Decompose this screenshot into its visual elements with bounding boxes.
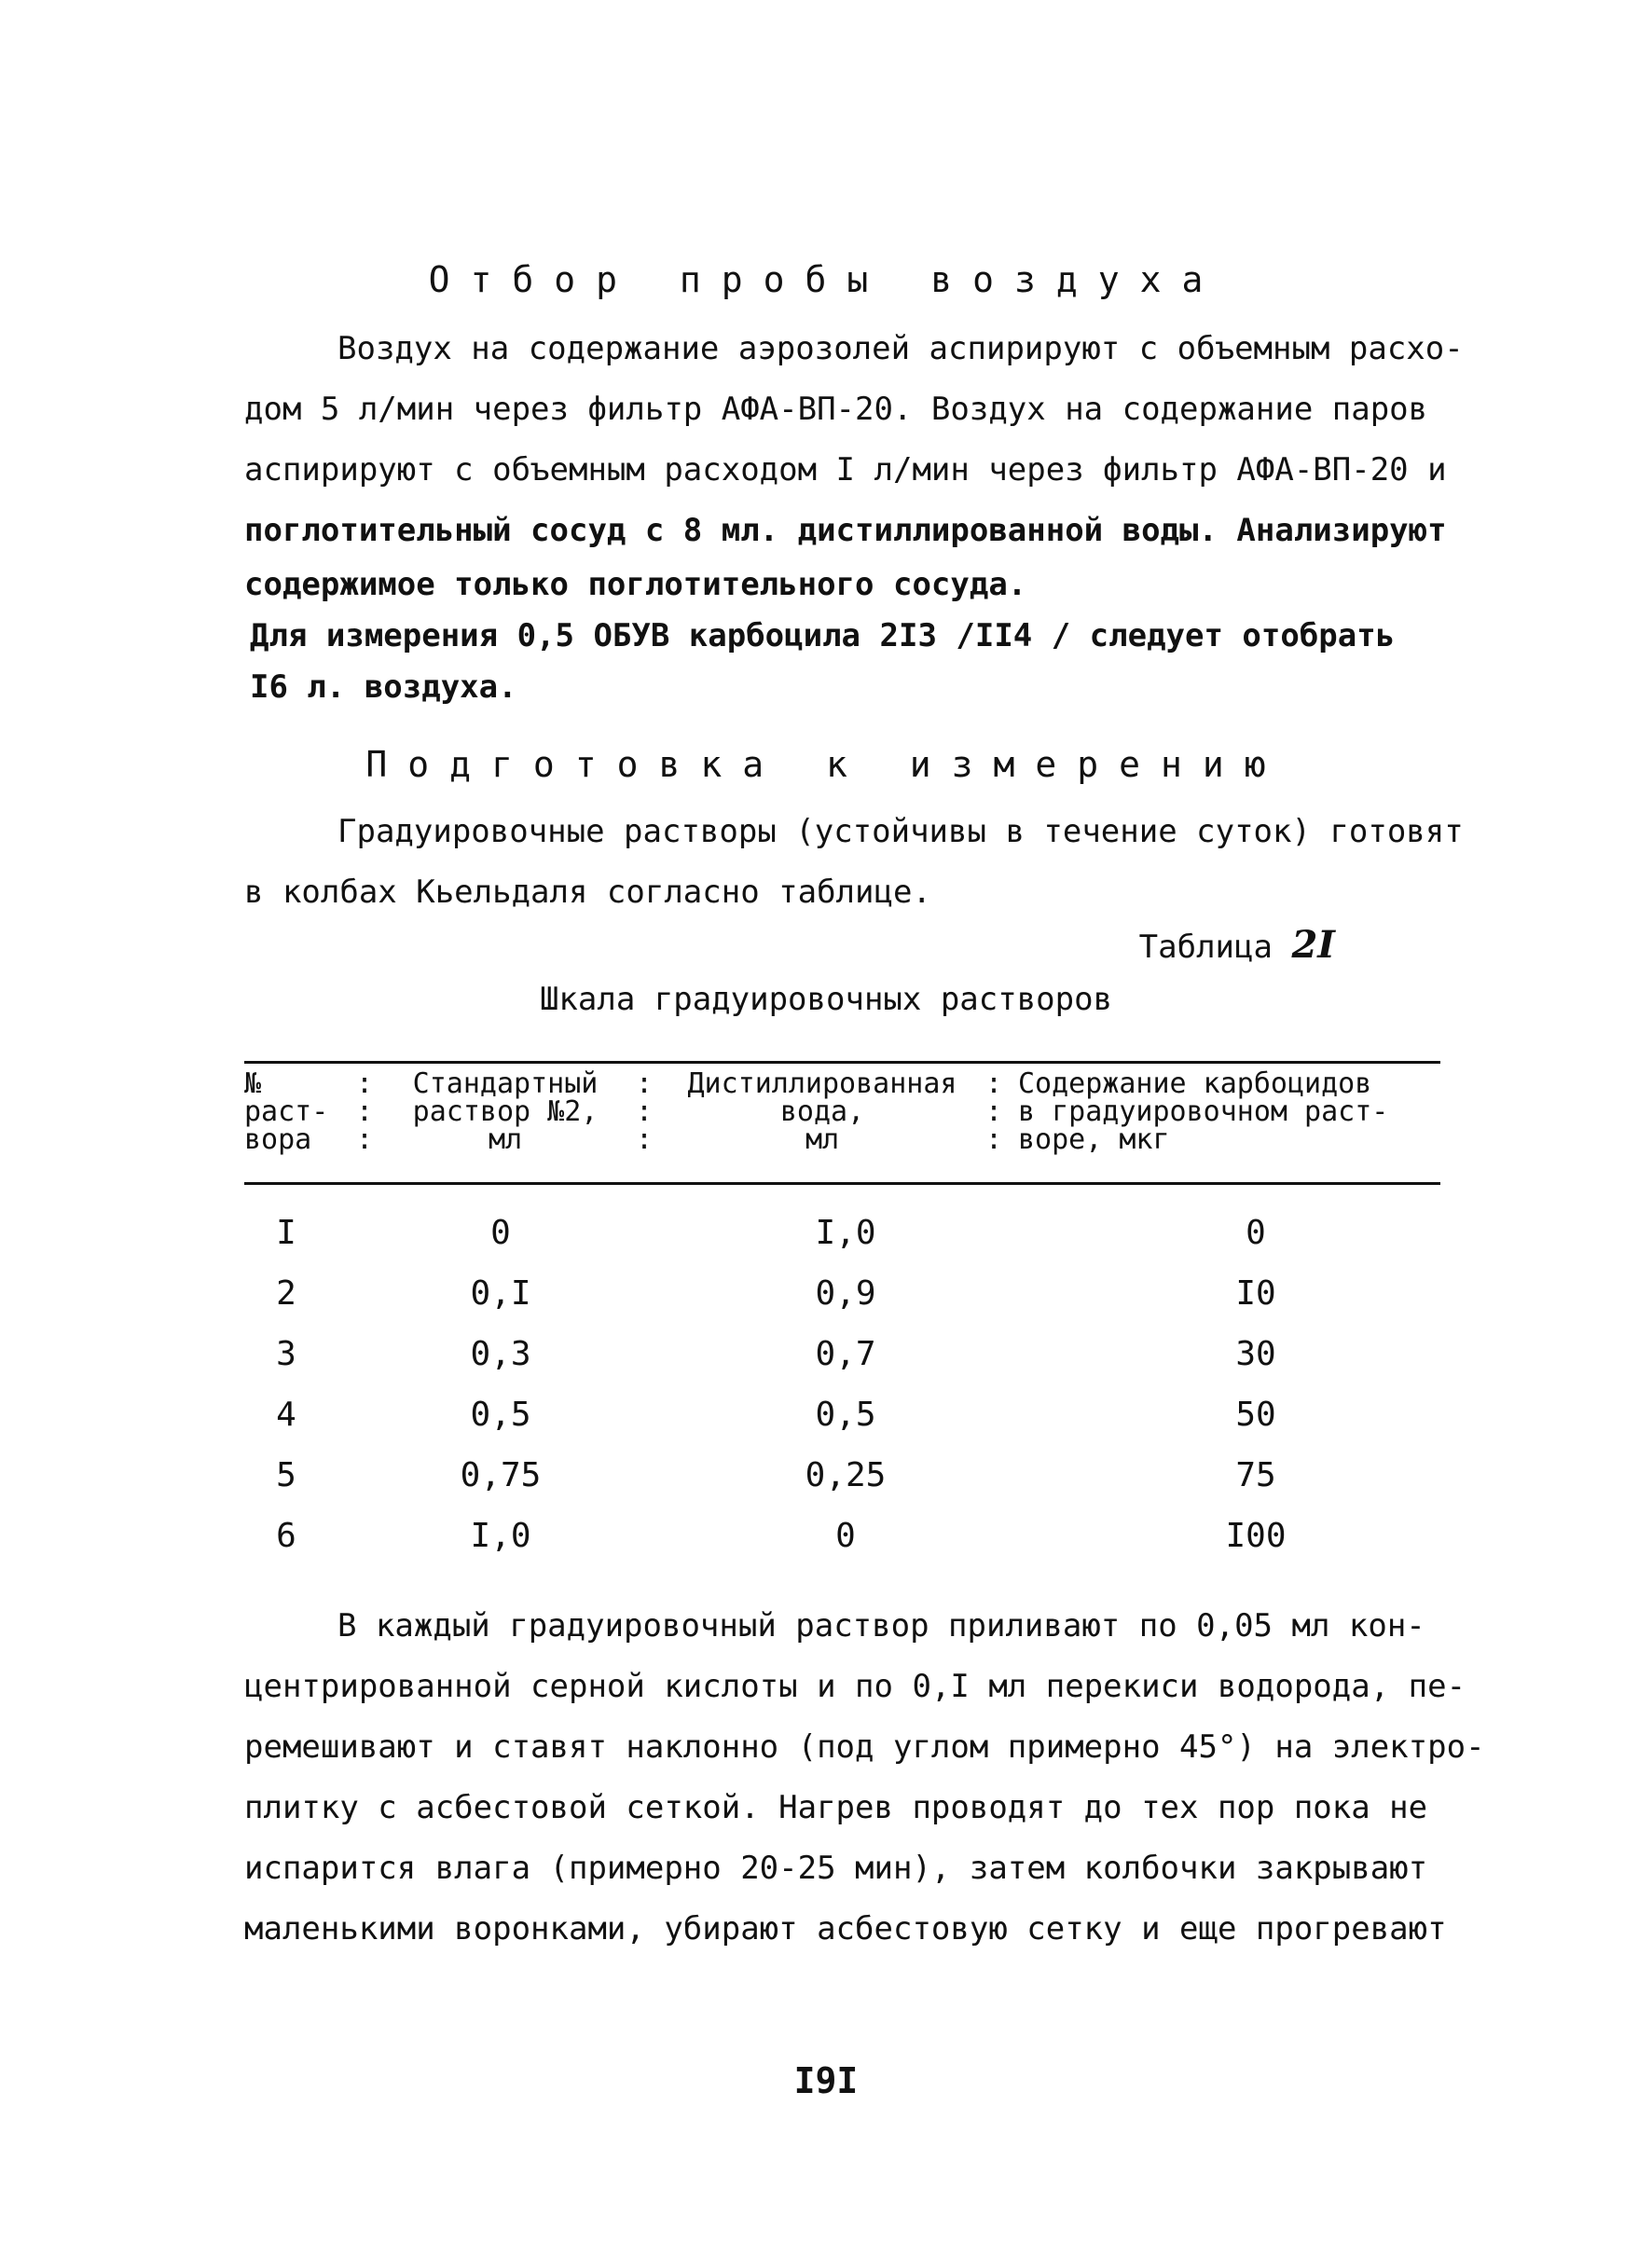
column-separator: : : : (356, 1067, 374, 1156)
cell-standard-solution: 0,3 (470, 1335, 531, 1373)
cell-solution-number: 4 (276, 1396, 296, 1434)
cell-standard-solution: 0,75 (460, 1456, 542, 1494)
cell-solution-number: 5 (276, 1456, 296, 1494)
header-distilled-water: Дистиллированная вода, мл (687, 1067, 957, 1156)
table-top-rule (244, 1061, 1440, 1064)
table-row (244, 1384, 1440, 1445)
section-heading-measurement-prep: Подготовка к измерению (365, 744, 1287, 785)
cell-carbocide-content: 0 (1246, 1214, 1266, 1252)
text-line: содержимое только поглотительного сосуда. (244, 566, 1027, 603)
table-header (244, 1067, 1440, 1182)
text-line: Воздух на содержание аэрозолей аспирируют с объемным расхо- (337, 330, 1464, 367)
text-line: маленькими воронками, убирают асбестовую сетку и еще прогревают (244, 1910, 1447, 1947)
text-line: аспирируют с объемным расходом I л/мин через фильтр АФА-ВП-20 и (244, 451, 1447, 489)
cell-solution-number: 3 (276, 1335, 296, 1373)
text-line: Для измерения 0,5 ОБУВ карбоцила 2I3 /II4 / следует отобрать (250, 617, 1396, 654)
text-line: I6 л. воздуха. (250, 668, 517, 706)
cell-carbocide-content: I00 (1225, 1517, 1287, 1555)
table-number (1139, 923, 1335, 967)
column-separator: : : : (985, 1067, 1003, 1156)
table-row (244, 1506, 1440, 1566)
text-line: в колбах Кьельдаля согласно таблице. (244, 874, 931, 911)
section-heading-air-sampling: Отбор пробы воздуха (428, 259, 1224, 300)
cell-carbocide-content: 30 (1235, 1335, 1276, 1373)
paragraph-procedure (244, 1596, 1485, 1960)
header-solution-number: № раст- вора (244, 1067, 329, 1156)
text-line: плитку с асбестовой сеткой. Нагрев проводят до тех пор пока не (244, 1789, 1428, 1826)
text-line: поглотительный сосуд с 8 мл. дистиллированной воды. Анализируют (244, 512, 1447, 549)
table-row (244, 1263, 1440, 1324)
table-row (244, 1445, 1440, 1506)
table-row (244, 1203, 1440, 1263)
cell-solution-number: 2 (276, 1274, 296, 1313)
table-body (244, 1203, 1440, 1566)
table-row (244, 1324, 1440, 1384)
cell-distilled-water: 0 (835, 1517, 856, 1555)
table-header-rule (244, 1182, 1440, 1185)
table-label: Таблица (1138, 929, 1273, 966)
cell-carbocide-content: I0 (1235, 1274, 1276, 1313)
cell-standard-solution: 0,5 (470, 1396, 531, 1434)
header-carbocide-content: Содержание карбоцидов в градуировочном раст- воре, мкг (1018, 1067, 1389, 1156)
cell-distilled-water: 0,5 (815, 1396, 876, 1434)
paragraph-measurement-prep (244, 802, 1464, 923)
cell-carbocide-content: 50 (1235, 1396, 1276, 1434)
cell-standard-solution: I,0 (470, 1517, 531, 1555)
text-line: центрированной серной кислоты и по 0,I мл перекиси водорода, пе- (244, 1668, 1466, 1705)
page-number: I9I (793, 2060, 859, 2101)
paragraph-air-sampling (244, 319, 1464, 710)
text-line: дом 5 л/мин через фильтр АФА-ВП-20. Воздух на содержание паров (244, 391, 1428, 428)
cell-distilled-water: 0,7 (815, 1335, 876, 1373)
cell-standard-solution: 0 (490, 1214, 511, 1252)
text-line: ремешивают и ставят наклонно (под углом примерно 45°) на электро- (244, 1728, 1485, 1766)
cell-solution-number: I (276, 1214, 296, 1252)
cell-distilled-water: 0,25 (805, 1456, 887, 1494)
column-separator: : : : (636, 1067, 654, 1156)
cell-distilled-water: 0,9 (815, 1274, 876, 1313)
cell-solution-number: 6 (276, 1517, 296, 1555)
table-title: Шкала градуировочных растворов (539, 981, 1113, 1018)
text-line: Градуировочные растворы (устойчивы в течение суток) готовят (337, 813, 1464, 850)
header-standard-solution: Стандартный раствор №2, мл (412, 1067, 599, 1156)
cell-distilled-water: I,0 (815, 1214, 876, 1252)
table-number-handwritten: 2I (1291, 923, 1335, 967)
cell-standard-solution: 0,I (470, 1274, 531, 1313)
cell-carbocide-content: 75 (1235, 1456, 1276, 1494)
text-line: В каждый градуировочный раствор приливают по 0,05 мл кон- (337, 1607, 1425, 1645)
text-line: испарится влага (примерно 20-25 мин), затем колбочки закрывают (244, 1850, 1428, 1887)
